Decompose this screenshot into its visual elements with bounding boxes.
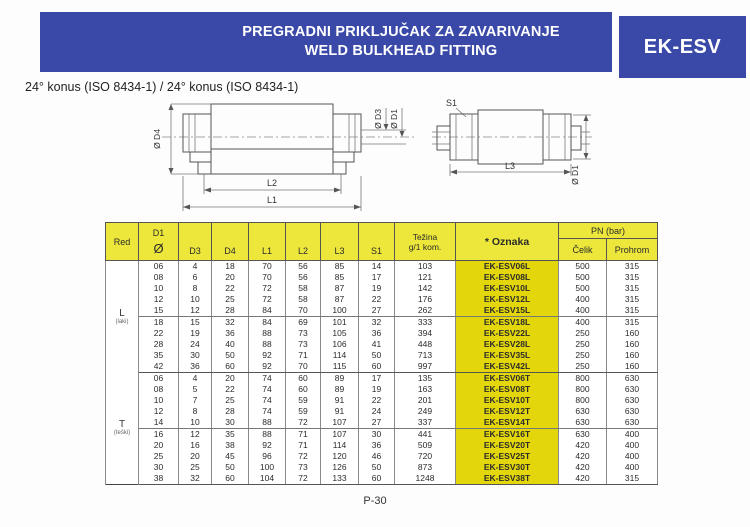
col-header-d3: D3 bbox=[179, 223, 212, 261]
spec-cell: 96 bbox=[249, 451, 286, 462]
spec-cell: 509 bbox=[395, 440, 456, 451]
spec-cell: 114 bbox=[321, 350, 359, 361]
spec-cell: 100 bbox=[321, 305, 359, 317]
col-header-pn: PN (bar) bbox=[559, 223, 658, 239]
spec-cell: 58 bbox=[286, 283, 321, 294]
spec-cell: 441 bbox=[395, 429, 456, 441]
oznaka-cell: EK-ESV28L bbox=[456, 339, 559, 350]
spec-cell: 8 bbox=[179, 283, 212, 294]
spec-cell: 873 bbox=[395, 462, 456, 473]
spec-cell: 120 bbox=[321, 451, 359, 462]
spec-cell: 36 bbox=[179, 361, 212, 373]
spec-table-body bbox=[106, 261, 658, 485]
spec-cell: 400 bbox=[607, 429, 658, 441]
spec-cell: 315 bbox=[607, 283, 658, 294]
spec-cell: 14 bbox=[359, 261, 395, 273]
section-drawing bbox=[148, 94, 428, 222]
spec-cell: 74 bbox=[249, 373, 286, 385]
spec-cell: 92 bbox=[249, 350, 286, 361]
spec-cell: 630 bbox=[559, 429, 607, 441]
col-header-prohrom: Prohrom bbox=[607, 239, 658, 261]
spec-cell: 4 bbox=[179, 261, 212, 273]
spec-cell: 121 bbox=[395, 272, 456, 283]
spec-cell: 10 bbox=[139, 283, 179, 294]
spec-cell: 800 bbox=[559, 395, 607, 406]
spec-cell: 630 bbox=[607, 417, 658, 429]
spec-cell: 20 bbox=[139, 440, 179, 451]
spec-cell: 19 bbox=[359, 283, 395, 294]
col-header-l1: L1 bbox=[249, 223, 286, 261]
oznaka-cell: EK-ESV10L bbox=[456, 283, 559, 294]
spec-cell: 22 bbox=[212, 384, 249, 395]
spec-cell: 4 bbox=[179, 373, 212, 385]
spec-cell: 12 bbox=[179, 305, 212, 317]
spec-cell: 160 bbox=[607, 339, 658, 350]
spec-cell: 27 bbox=[359, 417, 395, 429]
spec-cell: 249 bbox=[395, 406, 456, 417]
product-code: EK-ESV bbox=[643, 35, 722, 58]
oznaka-cell: EK-ESV42L bbox=[456, 361, 559, 373]
oznaka-cell: EK-ESV10T bbox=[456, 395, 559, 406]
spec-cell: 60 bbox=[359, 473, 395, 485]
spec-cell: 06 bbox=[139, 261, 179, 273]
spec-cell: 630 bbox=[607, 373, 658, 385]
spec-cell: 262 bbox=[395, 305, 456, 317]
spec-table-header bbox=[106, 223, 658, 261]
col-header-oznaka: * Oznaka bbox=[456, 223, 559, 261]
spec-cell: 72 bbox=[286, 417, 321, 429]
oznaka-cell: EK-ESV14T bbox=[456, 417, 559, 429]
dim-label-d3: Ø D3 bbox=[373, 109, 383, 129]
spec-cell: 85 bbox=[321, 261, 359, 273]
table-row bbox=[106, 417, 658, 429]
spec-cell: 106 bbox=[321, 339, 359, 350]
spec-cell: 201 bbox=[395, 395, 456, 406]
spec-cell: 60 bbox=[286, 384, 321, 395]
spec-cell: 36 bbox=[359, 328, 395, 339]
spec-cell: 45 bbox=[212, 451, 249, 462]
spec-cell: 56 bbox=[286, 261, 321, 273]
spec-cell: 06 bbox=[139, 373, 179, 385]
oznaka-cell: EK-ESV38T bbox=[456, 473, 559, 485]
spec-cell: 22 bbox=[359, 294, 395, 305]
spec-cell: 88 bbox=[249, 339, 286, 350]
spec-cell: 19 bbox=[179, 328, 212, 339]
col-header-tezina-line1: Težina bbox=[412, 231, 438, 242]
spec-cell: 17 bbox=[359, 373, 395, 385]
spec-cell: 38 bbox=[212, 440, 249, 451]
spec-cell: 100 bbox=[249, 462, 286, 473]
spec-cell: 22 bbox=[212, 283, 249, 294]
spec-cell: 58 bbox=[286, 294, 321, 305]
table-row bbox=[106, 261, 658, 273]
dim-label-d1: Ø D1 bbox=[389, 109, 399, 129]
spec-cell: 394 bbox=[395, 328, 456, 339]
spec-cell: 36 bbox=[212, 328, 249, 339]
series-cell: T (teški) bbox=[106, 373, 139, 485]
spec-cell: 25 bbox=[212, 294, 249, 305]
table-row bbox=[106, 272, 658, 283]
spec-cell: 400 bbox=[607, 451, 658, 462]
spec-cell: 500 bbox=[559, 283, 607, 294]
oznaka-cell: EK-ESV22L bbox=[456, 328, 559, 339]
spec-cell: 74 bbox=[249, 406, 286, 417]
spec-cell: 720 bbox=[395, 451, 456, 462]
spec-cell: 70 bbox=[286, 305, 321, 317]
table-row bbox=[106, 339, 658, 350]
table-row bbox=[106, 395, 658, 406]
spec-cell: 5 bbox=[179, 384, 212, 395]
spec-cell: 41 bbox=[359, 339, 395, 350]
spec-cell: 70 bbox=[249, 272, 286, 283]
spec-cell: 88 bbox=[249, 429, 286, 441]
spec-cell: 88 bbox=[249, 328, 286, 339]
spec-cell: 420 bbox=[559, 473, 607, 485]
spec-cell: 22 bbox=[139, 328, 179, 339]
spec-cell: 73 bbox=[286, 339, 321, 350]
oznaka-cell: EK-ESV16T bbox=[456, 429, 559, 441]
table-row bbox=[106, 361, 658, 373]
spec-cell: 250 bbox=[559, 328, 607, 339]
spec-cell: 160 bbox=[607, 328, 658, 339]
table-row bbox=[106, 328, 658, 339]
spec-cell: 12 bbox=[139, 406, 179, 417]
spec-cell: 72 bbox=[249, 294, 286, 305]
table-row bbox=[106, 473, 658, 485]
spec-cell: 8 bbox=[179, 406, 212, 417]
dim-label-d1: Ø D1 bbox=[570, 165, 580, 185]
spec-cell: 135 bbox=[395, 373, 456, 385]
spec-cell: 71 bbox=[286, 429, 321, 441]
spec-cell: 10 bbox=[179, 294, 212, 305]
table-row bbox=[106, 283, 658, 294]
spec-cell: 71 bbox=[286, 350, 321, 361]
spec-cell: 20 bbox=[212, 272, 249, 283]
spec-cell: 35 bbox=[139, 350, 179, 361]
oznaka-cell: EK-ESV30T bbox=[456, 462, 559, 473]
spec-cell: 997 bbox=[395, 361, 456, 373]
col-header-tezina bbox=[395, 223, 456, 261]
page-number: P-30 bbox=[363, 495, 387, 507]
spec-cell: 19 bbox=[359, 384, 395, 395]
spec-cell: 20 bbox=[212, 373, 249, 385]
spec-cell: 30 bbox=[212, 417, 249, 429]
table-row bbox=[106, 440, 658, 451]
dim-label-l3: L3 bbox=[504, 161, 516, 171]
spec-cell: 88 bbox=[249, 417, 286, 429]
table-row bbox=[106, 350, 658, 361]
spec-cell: 630 bbox=[607, 395, 658, 406]
spec-cell: 114 bbox=[321, 440, 359, 451]
series-cell: L (laki) bbox=[106, 261, 139, 373]
spec-cell: 59 bbox=[286, 395, 321, 406]
table-row bbox=[106, 317, 658, 329]
page-title-line2: WELD BULKHEAD FITTING bbox=[304, 43, 498, 59]
oznaka-cell: EK-ESV35L bbox=[456, 350, 559, 361]
spec-table bbox=[105, 222, 658, 485]
spec-cell: 40 bbox=[212, 339, 249, 350]
spec-cell: 250 bbox=[559, 350, 607, 361]
spec-cell: 38 bbox=[139, 473, 179, 485]
oznaka-cell: EK-ESV25T bbox=[456, 451, 559, 462]
table-row bbox=[106, 462, 658, 473]
spec-cell: 56 bbox=[286, 272, 321, 283]
product-code-box bbox=[619, 16, 746, 78]
spec-cell: 115 bbox=[321, 361, 359, 373]
spec-cell: 630 bbox=[559, 417, 607, 429]
spec-cell: 28 bbox=[212, 406, 249, 417]
spec-cell: 84 bbox=[249, 317, 286, 329]
spec-cell: 800 bbox=[559, 384, 607, 395]
spec-cell: 24 bbox=[179, 339, 212, 350]
oznaka-cell: EK-ESV20T bbox=[456, 440, 559, 451]
spec-cell: 315 bbox=[607, 261, 658, 273]
spec-cell: 333 bbox=[395, 317, 456, 329]
spec-cell: 160 bbox=[607, 350, 658, 361]
spec-cell: 59 bbox=[286, 406, 321, 417]
spec-cell: 28 bbox=[139, 339, 179, 350]
col-header-l3: L3 bbox=[321, 223, 359, 261]
spec-cell: 800 bbox=[559, 373, 607, 385]
spec-cell: 1248 bbox=[395, 473, 456, 485]
oznaka-cell: EK-ESV06L bbox=[456, 261, 559, 273]
spec-cell: 87 bbox=[321, 283, 359, 294]
spec-cell: 315 bbox=[607, 473, 658, 485]
spec-cell: 10 bbox=[179, 417, 212, 429]
spec-cell: 28 bbox=[212, 305, 249, 317]
spec-cell: 72 bbox=[286, 473, 321, 485]
spec-cell: 10 bbox=[139, 395, 179, 406]
spec-cell: 46 bbox=[359, 451, 395, 462]
spec-cell: 70 bbox=[286, 361, 321, 373]
spec-cell: 71 bbox=[286, 440, 321, 451]
spec-cell: 72 bbox=[286, 451, 321, 462]
spec-cell: 87 bbox=[321, 294, 359, 305]
table-row bbox=[106, 406, 658, 417]
spec-cell: 25 bbox=[139, 451, 179, 462]
oznaka-cell: EK-ESV08L bbox=[456, 272, 559, 283]
spec-cell: 89 bbox=[321, 384, 359, 395]
spec-cell: 91 bbox=[321, 395, 359, 406]
spec-cell: 73 bbox=[286, 462, 321, 473]
spec-cell: 50 bbox=[359, 350, 395, 361]
oznaka-cell: EK-ESV12T bbox=[456, 406, 559, 417]
oznaka-cell: EK-ESV15L bbox=[456, 305, 559, 317]
col-header-d1-label: D1 bbox=[152, 227, 165, 238]
spec-cell: 107 bbox=[321, 417, 359, 429]
spec-cell: 14 bbox=[139, 417, 179, 429]
title-bar bbox=[40, 12, 612, 72]
spec-cell: 25 bbox=[179, 462, 212, 473]
oznaka-cell: EK-ESV06T bbox=[456, 373, 559, 385]
spec-cell: 18 bbox=[212, 261, 249, 273]
spec-cell: 126 bbox=[321, 462, 359, 473]
spec-cell: 42 bbox=[139, 361, 179, 373]
table-row bbox=[106, 373, 658, 385]
spec-cell: 60 bbox=[212, 361, 249, 373]
spec-cell: 32 bbox=[179, 473, 212, 485]
page-title-line1: PREGRADNI PRIKLJUČAK ZA ZAVARIVANJE bbox=[242, 24, 560, 40]
spec-cell: 08 bbox=[139, 384, 179, 395]
spec-cell: 420 bbox=[559, 451, 607, 462]
spec-cell: 84 bbox=[249, 305, 286, 317]
spec-cell: 500 bbox=[559, 272, 607, 283]
spec-cell: 17 bbox=[359, 272, 395, 283]
spec-cell: 103 bbox=[395, 261, 456, 273]
spec-cell: 315 bbox=[607, 294, 658, 305]
spec-cell: 74 bbox=[249, 384, 286, 395]
spec-cell: 315 bbox=[607, 272, 658, 283]
spec-cell: 160 bbox=[607, 361, 658, 373]
spec-cell: 50 bbox=[212, 462, 249, 473]
spec-cell: 22 bbox=[359, 395, 395, 406]
assembly-drawing bbox=[432, 96, 597, 191]
spec-cell: 133 bbox=[321, 473, 359, 485]
col-header-d4: D4 bbox=[212, 223, 249, 261]
spec-cell: 27 bbox=[359, 305, 395, 317]
spec-cell: 08 bbox=[139, 272, 179, 283]
spec-cell: 72 bbox=[249, 283, 286, 294]
spec-cell: 12 bbox=[179, 429, 212, 441]
spec-cell: 101 bbox=[321, 317, 359, 329]
dim-label-l1: L1 bbox=[266, 195, 278, 205]
spec-cell: 85 bbox=[321, 272, 359, 283]
table-row bbox=[106, 451, 658, 462]
cone-caption: 24° konus (ISO 8434-1) / 24° konus (ISO 8434-1) bbox=[25, 80, 299, 94]
spec-cell: 315 bbox=[607, 317, 658, 329]
spec-cell: 420 bbox=[559, 462, 607, 473]
spec-cell: 50 bbox=[359, 462, 395, 473]
dim-label-d4: Ø D4 bbox=[152, 129, 162, 149]
dim-label-s1: S1 bbox=[446, 98, 458, 108]
spec-cell: 24 bbox=[359, 406, 395, 417]
spec-cell: 20 bbox=[179, 451, 212, 462]
spec-cell: 30 bbox=[139, 462, 179, 473]
spec-cell: 448 bbox=[395, 339, 456, 350]
spec-cell: 7 bbox=[179, 395, 212, 406]
spec-cell: 713 bbox=[395, 350, 456, 361]
oznaka-cell: EK-ESV18L bbox=[456, 317, 559, 329]
spec-cell: 16 bbox=[139, 429, 179, 441]
spec-cell: 70 bbox=[249, 261, 286, 273]
spec-cell: 630 bbox=[607, 406, 658, 417]
spec-cell: 420 bbox=[559, 440, 607, 451]
spec-cell: 89 bbox=[321, 373, 359, 385]
spec-cell: 12 bbox=[139, 294, 179, 305]
hatched-section bbox=[211, 149, 333, 174]
spec-cell: 92 bbox=[249, 440, 286, 451]
spec-cell: 60 bbox=[359, 361, 395, 373]
spec-cell: 176 bbox=[395, 294, 456, 305]
table-row bbox=[106, 305, 658, 317]
spec-cell: 104 bbox=[249, 473, 286, 485]
spec-cell: 250 bbox=[559, 361, 607, 373]
left-nut bbox=[183, 114, 211, 152]
spec-cell: 107 bbox=[321, 429, 359, 441]
table-row bbox=[106, 429, 658, 441]
oznaka-cell: EK-ESV12L bbox=[456, 294, 559, 305]
col-header-celik: Čelik bbox=[559, 239, 607, 261]
spec-cell: 630 bbox=[559, 406, 607, 417]
spec-cell: 400 bbox=[559, 294, 607, 305]
col-header-tezina-line2: g/1 kom. bbox=[408, 241, 442, 252]
spec-cell: 25 bbox=[212, 395, 249, 406]
col-header-d1 bbox=[139, 223, 179, 261]
spec-cell: 500 bbox=[559, 261, 607, 273]
col-header-l2: L2 bbox=[286, 223, 321, 261]
spec-cell: 32 bbox=[212, 317, 249, 329]
page-header bbox=[40, 12, 746, 78]
col-header-s1: S1 bbox=[359, 223, 395, 261]
spec-cell: 630 bbox=[607, 384, 658, 395]
table-row bbox=[106, 384, 658, 395]
spec-cell: 36 bbox=[359, 440, 395, 451]
spec-cell: 35 bbox=[212, 429, 249, 441]
diameter-symbol: Ø bbox=[153, 240, 164, 256]
dim-label-l2: L2 bbox=[266, 178, 278, 188]
spec-cell: 163 bbox=[395, 384, 456, 395]
spec-cell: 91 bbox=[321, 406, 359, 417]
table-row bbox=[106, 294, 658, 305]
oznaka-cell: EK-ESV08T bbox=[456, 384, 559, 395]
spec-cell: 30 bbox=[179, 350, 212, 361]
spec-cell: 30 bbox=[359, 429, 395, 441]
spec-cell: 74 bbox=[249, 395, 286, 406]
spec-cell: 400 bbox=[559, 305, 607, 317]
spec-cell: 400 bbox=[607, 462, 658, 473]
spec-cell: 15 bbox=[179, 317, 212, 329]
spec-cell: 337 bbox=[395, 417, 456, 429]
spec-cell: 250 bbox=[559, 339, 607, 350]
spec-cell: 15 bbox=[139, 305, 179, 317]
right-nut bbox=[333, 114, 361, 152]
spec-cell: 142 bbox=[395, 283, 456, 294]
spec-cell: 16 bbox=[179, 440, 212, 451]
spec-cell: 105 bbox=[321, 328, 359, 339]
spec-cell: 60 bbox=[212, 473, 249, 485]
spec-cell: 60 bbox=[286, 373, 321, 385]
spec-cell: 18 bbox=[139, 317, 179, 329]
spec-cell: 315 bbox=[607, 305, 658, 317]
spec-cell: 73 bbox=[286, 328, 321, 339]
spec-cell: 32 bbox=[359, 317, 395, 329]
spec-cell: 6 bbox=[179, 272, 212, 283]
spec-cell: 69 bbox=[286, 317, 321, 329]
spec-cell: 400 bbox=[607, 440, 658, 451]
spec-cell: 400 bbox=[559, 317, 607, 329]
spec-cell: 50 bbox=[212, 350, 249, 361]
spec-cell: 92 bbox=[249, 361, 286, 373]
col-header-red: Red bbox=[106, 223, 139, 261]
